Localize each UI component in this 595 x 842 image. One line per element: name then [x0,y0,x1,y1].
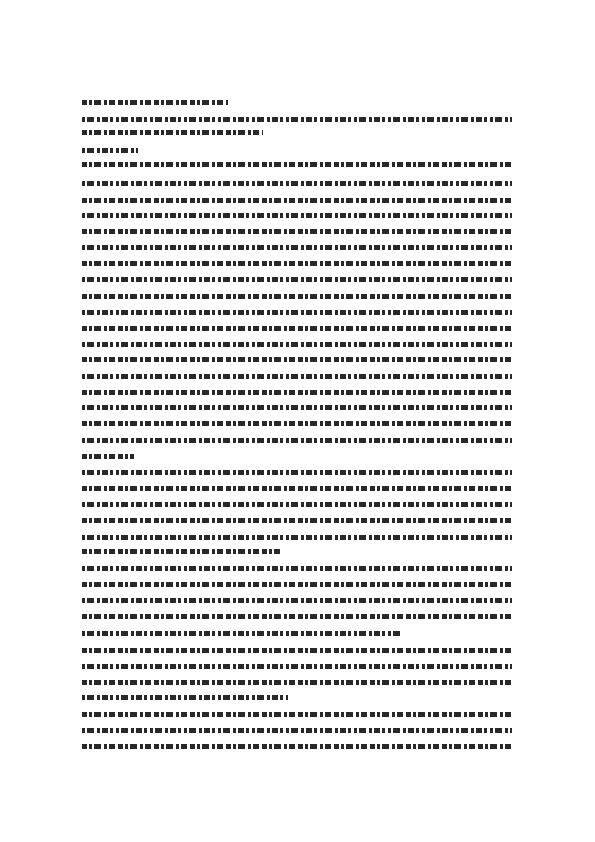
text-line [82,245,512,250]
text-line [82,648,512,653]
text-line [82,695,288,700]
text-line [82,598,512,603]
document-page [82,0,512,842]
text-line [82,198,512,203]
text-line [82,518,512,523]
text-line [82,342,512,347]
text-line [82,390,512,395]
text-line [82,712,512,717]
text-line [82,680,512,685]
text-line [82,229,512,234]
text-line [82,130,263,135]
text-line [82,470,512,475]
text-line [82,357,512,362]
text-line [82,277,512,282]
text-line [82,162,512,167]
text-line [82,261,512,266]
text-line [82,614,512,619]
text-line [82,438,512,443]
text-line [82,310,512,315]
text-line [82,100,228,105]
text-line [82,181,512,186]
text-line [82,148,138,153]
text-line [82,405,512,410]
text-line [82,728,512,733]
text-line [82,117,512,122]
text-line [82,549,280,554]
text-line [82,535,512,540]
text-line [82,664,512,669]
text-line [82,744,512,749]
text-line [82,631,400,636]
text-line [82,486,512,491]
text-line [82,582,512,587]
text-line [82,421,512,426]
text-line [82,326,512,331]
text-line [82,502,512,507]
text-line [82,454,134,459]
text-line [82,374,512,379]
text-line [82,294,512,299]
text-line [82,566,512,571]
text-line [82,213,512,218]
